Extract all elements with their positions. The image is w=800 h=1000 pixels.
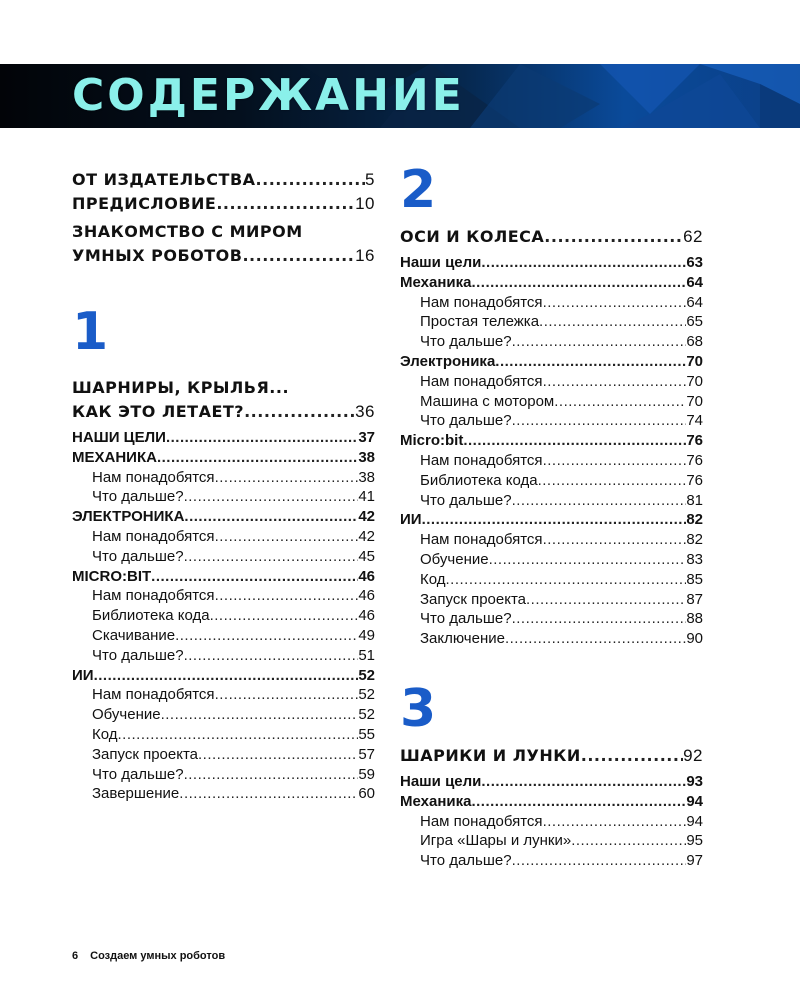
entry-title: Нам понадобятся	[420, 293, 543, 311]
toc-entry-preface[interactable]	[72, 192, 375, 216]
leader-dots	[157, 448, 358, 468]
entry-title: Наши цели	[400, 772, 482, 790]
entry-title: Запуск проекта	[420, 590, 527, 608]
toc-subsection-entry[interactable]	[72, 527, 375, 547]
leader-dots	[512, 609, 687, 629]
leader-dots	[151, 567, 358, 587]
leader-dots	[166, 428, 358, 448]
toc-subsection-entry[interactable]	[400, 392, 703, 412]
entry-title: НАШИ ЦЕЛИ	[72, 429, 166, 446]
toc-subsection-entry[interactable]	[400, 491, 703, 511]
toc-subsection-entry[interactable]	[72, 725, 375, 745]
leader-dots	[481, 772, 686, 792]
entry-title: Код	[92, 725, 118, 743]
footer-book-title: Создаем умных роботов	[90, 950, 226, 962]
leader-dots	[505, 629, 686, 649]
entry-title: ИИ	[72, 666, 94, 684]
toc-subsection-entry[interactable]	[400, 471, 703, 491]
entry-page: 55	[358, 725, 375, 743]
leader-dots	[512, 332, 687, 352]
entry-page: 46	[358, 587, 375, 605]
toc-section-entry[interactable]	[400, 431, 703, 451]
leader-dots	[446, 570, 687, 590]
entry-title: Что дальше?	[420, 333, 512, 351]
toc-subsection-entry[interactable]	[72, 468, 375, 488]
toc-subsection-entry[interactable]	[72, 685, 375, 705]
leader-dots	[481, 253, 686, 273]
leader-dots	[526, 590, 686, 610]
toc-section-entry[interactable]	[72, 567, 375, 587]
leader-dots	[463, 431, 686, 451]
entry-page: 81	[686, 491, 703, 509]
entry-page: 94	[686, 812, 703, 830]
toc-entry-publisher[interactable]	[72, 168, 375, 192]
toc-subsection-entry[interactable]	[400, 812, 703, 832]
entry-page: 70	[686, 392, 703, 410]
leader-dots	[215, 586, 359, 606]
page-footer	[72, 950, 225, 962]
entry-page: 45	[358, 547, 375, 565]
entry-page: 68	[686, 333, 703, 351]
toc-subsection-entry[interactable]	[400, 312, 703, 332]
chapter-number: 1	[72, 302, 109, 362]
leader-dots	[118, 725, 359, 745]
entry-page: 49	[358, 626, 375, 644]
toc-subsection-entry[interactable]	[72, 745, 375, 765]
entry-page: 74	[686, 412, 703, 430]
toc-subsection-entry[interactable]	[72, 487, 375, 507]
entry-page: 92	[683, 745, 703, 765]
entry-title: Механика	[400, 273, 472, 291]
toc-subsection-entry[interactable]	[400, 550, 703, 570]
entry-title: Наши цели	[400, 254, 482, 271]
entry-title: ШАРИКИ И ЛУНКИ	[400, 745, 581, 765]
toc-section-entry[interactable]	[400, 273, 703, 293]
entry-title: Что дальше?	[92, 547, 184, 565]
toc-subsection-entry[interactable]	[400, 451, 703, 471]
leader-dots	[581, 744, 683, 768]
toc-subsection-entry[interactable]	[72, 606, 375, 626]
entry-page: 62	[683, 227, 703, 246]
entry-page: 83	[686, 550, 703, 568]
entry-page: 57	[358, 745, 375, 763]
leader-dots	[175, 626, 358, 646]
toc-subsection-entry[interactable]	[72, 705, 375, 725]
entry-title: Библиотека кода	[420, 471, 538, 489]
entry-title: Механика	[400, 792, 472, 810]
leader-dots	[543, 293, 687, 313]
entry-page: 37	[358, 429, 375, 446]
entry-title: Что дальше?	[92, 646, 184, 664]
toc-subsection-entry[interactable]	[400, 530, 703, 550]
toc-subsection-entry[interactable]	[400, 411, 703, 431]
leader-dots	[244, 400, 355, 424]
leader-dots	[179, 784, 358, 804]
entry-title: Что дальше?	[420, 852, 512, 870]
leader-dots	[242, 244, 355, 268]
leader-dots	[184, 765, 359, 785]
entry-page: 60	[358, 785, 375, 803]
entry-page: 46	[358, 607, 375, 625]
entry-page: 38	[358, 448, 375, 466]
entry-page: 42	[358, 508, 375, 526]
leader-dots	[184, 487, 359, 507]
entry-title: МЕХАНИКА	[72, 448, 157, 466]
leader-dots	[539, 312, 686, 332]
toc-section-entry[interactable]	[400, 510, 703, 530]
entry-title: Нам понадобятся	[92, 587, 215, 605]
entry-page: 64	[686, 273, 703, 291]
entry-page: 36	[355, 402, 375, 421]
entry-page: 87	[686, 590, 703, 608]
toc-subsection-entry[interactable]	[72, 765, 375, 785]
entry-page: 70	[686, 352, 703, 370]
toc-subsection-entry[interactable]	[72, 626, 375, 646]
toc-entry-intro-line1[interactable]: ЗНАКОМСТВО С МИРОМ	[72, 222, 303, 241]
entry-title: Машина с мотором	[420, 392, 555, 410]
toc-subsection-entry[interactable]	[72, 784, 375, 804]
entry-title: Что дальше?	[420, 412, 512, 430]
toc-subsection-entry[interactable]	[400, 629, 703, 649]
header-banner	[0, 64, 800, 128]
toc-subsection-entry[interactable]	[400, 332, 703, 352]
leader-dots	[538, 471, 687, 491]
leader-dots	[544, 225, 683, 249]
entry-page: 51	[358, 646, 375, 664]
toc-section-entry[interactable]	[400, 253, 703, 273]
leader-dots	[198, 745, 358, 765]
entry-title: Нам понадобятся	[420, 531, 543, 549]
chapter-title[interactable]	[400, 225, 703, 249]
leader-dots	[489, 550, 687, 570]
toc-subsection-entry[interactable]	[400, 831, 703, 851]
entry-title: УМНЫХ РОБОТОВ	[72, 246, 243, 265]
entry-title: ЭЛЕКТРОНИКА	[72, 508, 185, 526]
leader-dots	[184, 507, 358, 527]
leader-dots	[184, 547, 359, 567]
toc-entry-intro[interactable]	[72, 244, 375, 268]
page-title: СОДЕРЖАНИЕ	[72, 70, 465, 121]
chapter-entries	[400, 253, 703, 649]
entry-page: 95	[686, 832, 703, 850]
entry-page: 16	[355, 246, 375, 265]
entry-title: ПРЕДИСЛОВИЕ	[72, 194, 217, 213]
entry-title: Обучение	[420, 550, 489, 568]
toc-subsection-entry[interactable]	[72, 586, 375, 606]
entry-title: Нам понадобятся	[92, 468, 215, 486]
entry-title: Заключение	[420, 630, 505, 648]
entry-page: 52	[358, 666, 375, 684]
toc-subsection-entry[interactable]	[400, 372, 703, 392]
toc-section-entry[interactable]	[72, 448, 375, 468]
entry-page: 59	[358, 765, 375, 783]
leader-dots	[543, 372, 687, 392]
leader-dots	[215, 468, 359, 488]
chapter-entries	[72, 428, 375, 804]
toc-subsection-entry[interactable]	[400, 609, 703, 629]
entry-title: Что дальше?	[92, 765, 184, 783]
leader-dots	[495, 352, 686, 372]
toc-subsection-entry[interactable]	[400, 590, 703, 610]
entry-page: 94	[686, 792, 703, 810]
entry-page: 38	[358, 468, 375, 486]
chapter-title[interactable]	[400, 744, 703, 768]
entry-page: 76	[686, 471, 703, 489]
leader-dots	[215, 527, 359, 547]
leader-dots	[184, 646, 359, 666]
entry-page: 82	[686, 531, 703, 549]
chapter-entries	[400, 772, 703, 871]
leader-dots	[543, 812, 687, 832]
leader-dots	[543, 530, 687, 550]
entry-title: Нам понадобятся	[92, 686, 215, 704]
chapter-title[interactable]	[72, 400, 375, 424]
entry-title: Нам понадобятся	[420, 372, 543, 390]
footer-page-number: 6	[72, 950, 79, 962]
leader-dots	[94, 666, 359, 686]
entry-page: 82	[686, 511, 703, 529]
entry-page: 10	[355, 194, 375, 213]
toc-section-entry[interactable]	[400, 772, 703, 792]
entry-page: 90	[686, 630, 703, 648]
toc-subsection-entry[interactable]	[400, 570, 703, 590]
leader-dots	[512, 851, 687, 871]
leader-dots	[256, 168, 365, 192]
toc-subsection-entry[interactable]	[72, 547, 375, 567]
leader-dots	[216, 192, 355, 216]
entry-title: Электроника	[400, 352, 496, 370]
entry-page: 64	[686, 293, 703, 311]
leader-dots	[471, 792, 686, 812]
entry-page: 5	[365, 170, 375, 189]
entry-page: 97	[686, 852, 703, 870]
entry-page: 42	[358, 527, 375, 545]
entry-title: Скачивание	[92, 626, 176, 644]
entry-title: Библиотека кода	[92, 607, 210, 625]
entry-title: Обучение	[92, 706, 161, 724]
entry-page: 76	[686, 432, 703, 450]
entry-page: 70	[686, 372, 703, 390]
entry-title: MICRO:BIT	[72, 567, 152, 585]
entry-page: 88	[686, 610, 703, 628]
entry-title: Завершение	[92, 785, 180, 803]
chapter-title-line1[interactable]: ШАРНИРЫ, КРЫЛЬЯ...	[72, 378, 290, 397]
toc-right-column	[400, 160, 703, 871]
toc-subsection-entry[interactable]	[400, 293, 703, 313]
toc-section-entry[interactable]	[72, 428, 375, 448]
entry-page: 65	[686, 313, 703, 331]
leader-dots	[543, 451, 687, 471]
chapter-number: 3	[400, 678, 437, 739]
leader-dots	[215, 685, 359, 705]
entry-title: Игра «Шары и лунки»	[420, 832, 572, 850]
entry-title: Код	[420, 570, 446, 588]
toc-subsection-entry[interactable]	[72, 646, 375, 666]
entry-title: Что дальше?	[420, 610, 512, 628]
leader-dots	[161, 705, 359, 725]
leader-dots	[422, 510, 687, 530]
toc-section-entry[interactable]	[400, 792, 703, 812]
chapter-number: 2	[400, 160, 437, 220]
entry-page: 52	[358, 706, 375, 724]
leader-dots	[554, 392, 686, 412]
leader-dots	[512, 491, 687, 511]
entry-title: Micro:bit	[400, 432, 464, 450]
entry-title: Нам понадобятся	[420, 451, 543, 469]
entry-page: 41	[358, 488, 375, 506]
entry-page: 52	[358, 686, 375, 704]
toc-left-column	[72, 168, 375, 804]
entry-title: Запуск проекта	[92, 745, 199, 763]
entry-title: Простая тележка	[420, 313, 540, 331]
toc-section-entry[interactable]	[72, 507, 375, 527]
entry-page: 85	[686, 570, 703, 588]
entry-page: 46	[358, 567, 375, 585]
leader-dots	[471, 273, 686, 293]
leader-dots	[571, 831, 686, 851]
entry-title: Нам понадобятся	[420, 812, 543, 830]
entry-title: ОТ ИЗДАТЕЛЬСТВА	[72, 170, 256, 189]
entry-title: КАК ЭТО ЛЕТАЕТ?	[72, 402, 245, 421]
entry-title: ОСИ И КОЛЕСА	[400, 227, 545, 246]
entry-page: 63	[686, 254, 703, 271]
leader-dots	[210, 606, 359, 626]
toc-subsection-entry[interactable]	[400, 851, 703, 871]
entry-title: Нам понадобятся	[92, 527, 215, 545]
toc-section-entry[interactable]	[400, 352, 703, 372]
toc-section-entry[interactable]	[72, 666, 375, 686]
entry-title: ИИ	[400, 511, 422, 529]
entry-title: Что дальше?	[92, 488, 184, 506]
entry-title: Что дальше?	[420, 491, 512, 509]
leader-dots	[512, 411, 687, 431]
entry-page: 93	[686, 772, 703, 790]
entry-page: 76	[686, 451, 703, 469]
